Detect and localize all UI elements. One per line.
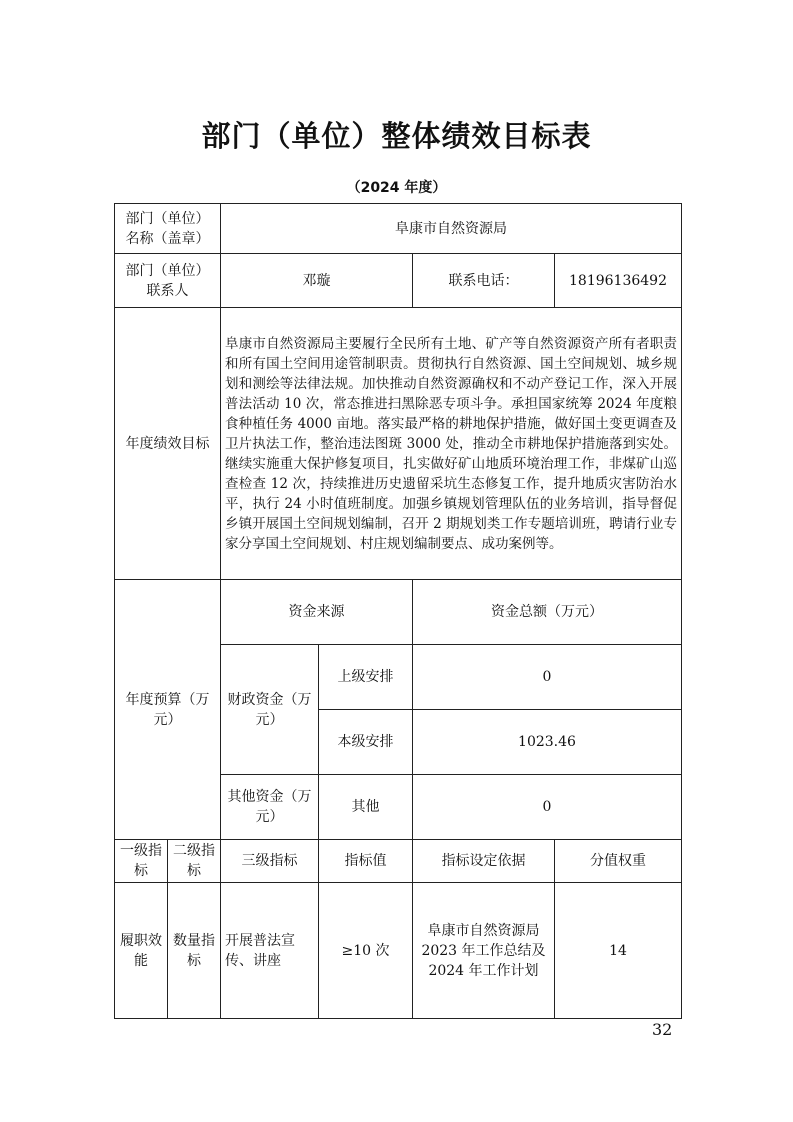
other-sub-label: 其他	[319, 775, 413, 840]
page-title: 部门（单位）整体绩效目标表	[201, 119, 592, 153]
level3-header: 三级指标	[221, 840, 319, 883]
other-fund-value: 0	[413, 775, 682, 840]
budget-label: 年度预算（万元）	[115, 580, 221, 840]
phone-value: 18196136492	[555, 254, 682, 308]
phone-label: 联系电话：	[413, 254, 555, 308]
upper-level-value: 0	[413, 645, 682, 710]
goal-row	[115, 308, 682, 580]
contact-label: 部门（单位）联系人	[115, 254, 221, 308]
performance-table	[114, 203, 682, 1019]
contact-name: 邓璇	[221, 254, 413, 308]
row-basis: 阜康市自然资源局 2023 年工作总结及 2024 年工作计划	[413, 883, 555, 1019]
row-level3: 开展普法宣传、讲座	[221, 883, 319, 1019]
other-fund-label: 其他资金（万元）	[221, 775, 319, 840]
fund-total-header: 资金总额（万元）	[413, 580, 682, 645]
table-row	[115, 883, 682, 1019]
local-level-label: 本级安排	[319, 710, 413, 775]
row-value: ≥10 次	[319, 883, 413, 1019]
row-weight: 14	[555, 883, 682, 1019]
unit-label: 部门（单位）名称（盖章）	[115, 204, 221, 254]
basis-header: 指标设定依据	[413, 840, 555, 883]
indicator-header-row	[115, 840, 682, 883]
unit-value: 阜康市自然资源局	[221, 204, 682, 254]
weight-header: 分值权重	[555, 840, 682, 883]
goal-label: 年度绩效目标	[115, 308, 221, 580]
page-number: 32	[652, 1020, 673, 1039]
goal-text: 阜康市自然资源局主要履行全民所有土地、矿产等自然资源资产所有者职责和所有国土空间用途管制职责。贯彻执行自然资源、国土空间规划、城乡规划和测绘等法律法规。加快推动自然资源确权和不动产登记工作，深入开展普法活动 10 次，常态推进扫黑除恶专项斗争。承担国家统筹 2024 年度粮食种植任务 4000 亩地。落实最严格的耕地保护措施，做好国土变更调查及卫片执法工作，整治违法图斑 3000 处，推动全市耕地保护措施落到实处。继续实施重大保护修复项目，扎实做好矿山地质环境治理工作，非煤矿山巡查检查 12 次，持续推进历史遗留采坑生态修复工作，提升地质灾害防治水平，执行 24 小时值班制度。加强乡镇规划管理队伍的业务培训，指导督促乡镇开展国土空间规划编制，召开 2 期规划类工作专题培训班，聘请行业专家分享国土空间规划、村庄规划编制要点、成功案例等。	[221, 308, 682, 580]
row-level1: 履职效能	[115, 883, 168, 1019]
year-subtitle: （2024 年度）	[346, 180, 447, 196]
local-level-value: 1023.46	[413, 710, 682, 775]
fund-source-header: 资金来源	[221, 580, 413, 645]
unit-row	[115, 204, 682, 254]
row-level2: 数量指标	[168, 883, 221, 1019]
level1-header: 一级指标	[115, 840, 168, 883]
budget-header-row	[115, 580, 682, 645]
upper-level-label: 上级安排	[319, 645, 413, 710]
fiscal-fund-label: 财政资金（万元）	[221, 645, 319, 775]
value-header: 指标值	[319, 840, 413, 883]
contact-row	[115, 254, 682, 308]
level2-header: 二级指标	[168, 840, 221, 883]
